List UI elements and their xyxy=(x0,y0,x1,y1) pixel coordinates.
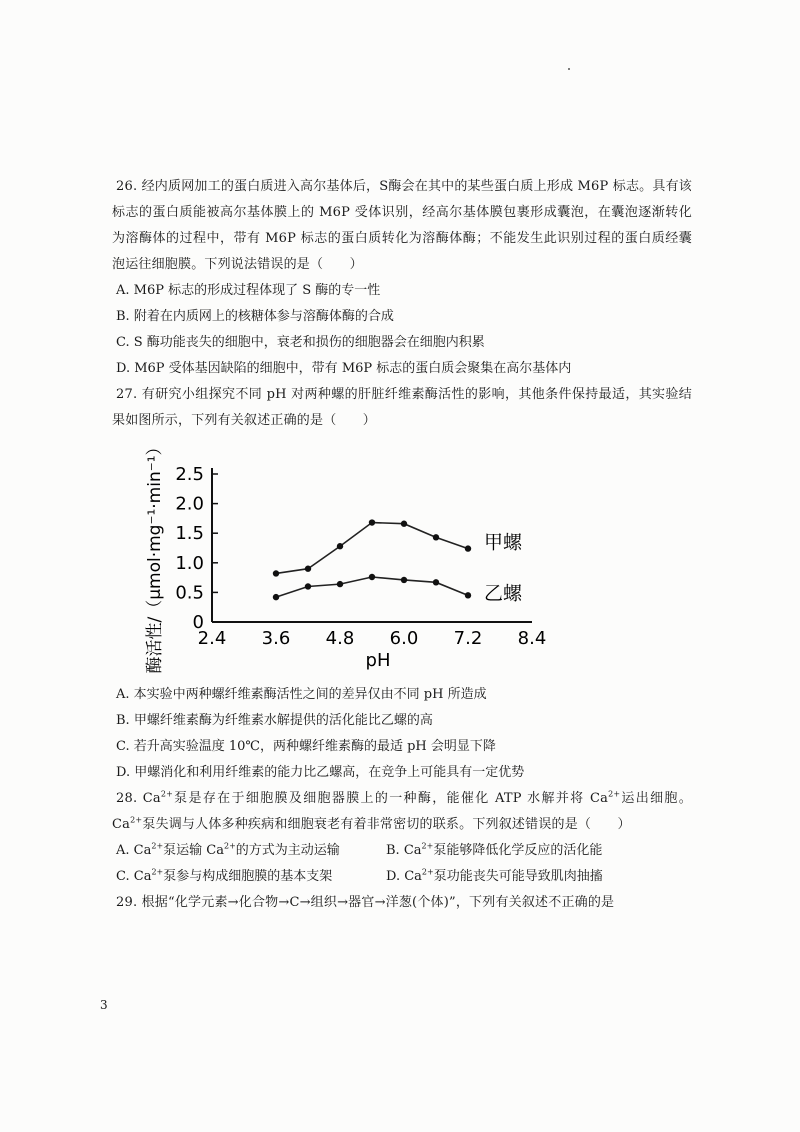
question-27-option-b: B. 甲螺纤维素酶为纤维素水解提供的活化能比乙螺的高 xyxy=(116,713,433,728)
stem-part: 泵是存在于细胞膜及细胞器膜上的一种酶，能催化 ATP 水解并将 Ca xyxy=(173,791,609,806)
series-label-1: 甲螺 xyxy=(484,531,523,554)
question-29-stem: 29. 根据“化学元素→化合物→C→组织→器官→洋葱(个体)”，下列有关叙述不正确的是 xyxy=(116,895,615,910)
data-point xyxy=(305,566,311,572)
charge-sup: 2+ xyxy=(130,815,143,825)
y-axis-label: 酶活性/（μmol·mg⁻¹·min⁻¹） xyxy=(145,438,165,674)
charge-sup: 2+ xyxy=(160,789,174,799)
questions-column xyxy=(112,174,692,916)
question-26-option-b: B. 附着在内质网上的核糖体参与溶酶体酶的合成 xyxy=(116,309,394,324)
x-tick-label: 8.4 xyxy=(517,628,547,649)
question-28 xyxy=(112,786,692,890)
question-28-option-b xyxy=(386,838,602,864)
question-28-options-row-1 xyxy=(112,838,692,864)
question-26 xyxy=(112,174,692,382)
series-label-2: 乙螺 xyxy=(484,582,523,605)
option-part: 的方式为主动运输 xyxy=(235,843,340,858)
x-tick-label: 2.4 xyxy=(197,628,227,649)
stem-part: 泵失调与人体多种疾病和细胞衰老有着非常密切的联系。下列叙述错误的是（ ） xyxy=(142,817,631,832)
y-tick-label: 2.5 xyxy=(175,464,204,485)
question-26-option-a: A. M6P 标志的形成过程体现了 S 酶的专一性 xyxy=(116,283,381,298)
question-27-option-d: D. 甲螺消化和利用纤维素的能力比乙螺高，在竞争上可能具有一定优势 xyxy=(116,765,525,780)
question-27-option-c: C. 若升高实验温度 10℃，两种螺纤维素酶的最适 pH 会明显下降 xyxy=(116,739,496,754)
scan-speck xyxy=(568,68,570,70)
question-28-stem xyxy=(112,786,692,838)
question-28-options-row-2 xyxy=(112,864,692,890)
question-26-option-d: D. M6P 受体基因缺陷的细胞中，带有 M6P 标志的蛋白质会聚集在高尔基体内 xyxy=(116,361,572,376)
stem-part: 运出细胞。Ca xyxy=(112,791,692,832)
option-part: 泵运输 Ca xyxy=(163,843,224,858)
y-tick-label: 1.5 xyxy=(175,523,204,545)
option-part: B. Ca xyxy=(386,843,422,858)
data-point xyxy=(465,545,471,551)
data-point xyxy=(401,521,407,527)
x-tick-label: 7.2 xyxy=(453,628,483,649)
data-point xyxy=(465,592,471,598)
option-part: A. Ca xyxy=(116,843,152,858)
question-27-stem: 27. 有研究小组探究不同 pH 对两种螺的肝脏纤维素酶活性的影响，其他条件保持最适，其实验结果如图所示，下列有关叙述正确的是（ ） xyxy=(112,387,692,428)
charge-sup: 2+ xyxy=(151,867,164,877)
stem-part: 28. Ca xyxy=(116,791,161,806)
enzyme-activity-chart xyxy=(112,434,692,682)
data-point xyxy=(433,579,439,585)
option-part: D. Ca xyxy=(386,869,422,884)
charge-sup: 2+ xyxy=(421,867,434,877)
page-number: 3 xyxy=(100,998,108,1012)
charge-sup: 2+ xyxy=(224,841,236,851)
series-line-1 xyxy=(276,523,468,574)
charge-sup: 2+ xyxy=(421,841,434,851)
data-point xyxy=(337,581,343,587)
x-tick-label: 6.0 xyxy=(389,628,419,649)
charge-sup: 2+ xyxy=(608,789,621,799)
question-28-option-a xyxy=(116,838,386,864)
data-point xyxy=(337,543,343,549)
question-27-option-a: A. 本实验中两种螺纤维素酶活性之间的差异仅由不同 pH 所造成 xyxy=(116,687,487,702)
option-part: 泵能够降低化学反应的活化能 xyxy=(433,843,603,858)
question-29 xyxy=(112,890,692,916)
option-part: C. Ca xyxy=(116,869,152,884)
option-part: 泵功能丧失可能导致肌肉抽搐 xyxy=(433,869,603,884)
question-28-option-c xyxy=(116,864,386,890)
data-point xyxy=(273,570,279,576)
y-tick-label: 0.5 xyxy=(175,582,204,604)
x-tick-label: 4.8 xyxy=(325,628,355,649)
charge-sup: 2+ xyxy=(151,841,164,851)
data-point xyxy=(433,534,439,540)
data-point xyxy=(369,519,375,525)
y-tick-label: 1.0 xyxy=(175,552,204,574)
y-tick-label: 0 xyxy=(192,612,204,633)
question-26-stem: 26. 经内质网加工的蛋白质进入高尔基体后，S酶会在其中的某些蛋白质上形成 M6P 标志。具有该标志的蛋白质能被高尔基体膜上的 M6P 受体识别，经高尔基体膜包裹形成囊泡，在囊泡逐渐转化为溶酶体的过程中，带有 M6P 标志的蛋白质转化为溶酶体酶；不能发生此识别过程的蛋白质经囊泡运往细胞膜。下列说法错误的是（ ） xyxy=(112,179,692,272)
question-26-option-c: C. S 酶功能丧失的细胞中，衰老和损伤的细胞器会在细胞内积累 xyxy=(116,335,485,350)
x-tick-label: 3.6 xyxy=(261,628,291,649)
data-point xyxy=(305,583,311,589)
data-point xyxy=(401,577,407,583)
chart-svg xyxy=(112,434,692,682)
y-tick-label: 2.0 xyxy=(175,493,204,515)
question-28-option-d xyxy=(386,864,603,890)
data-point xyxy=(369,574,375,580)
x-axis-label: pH xyxy=(365,650,391,671)
question-27 xyxy=(112,382,692,786)
option-part: 泵参与构成细胞膜的基本支架 xyxy=(163,869,333,884)
data-point xyxy=(273,594,279,600)
